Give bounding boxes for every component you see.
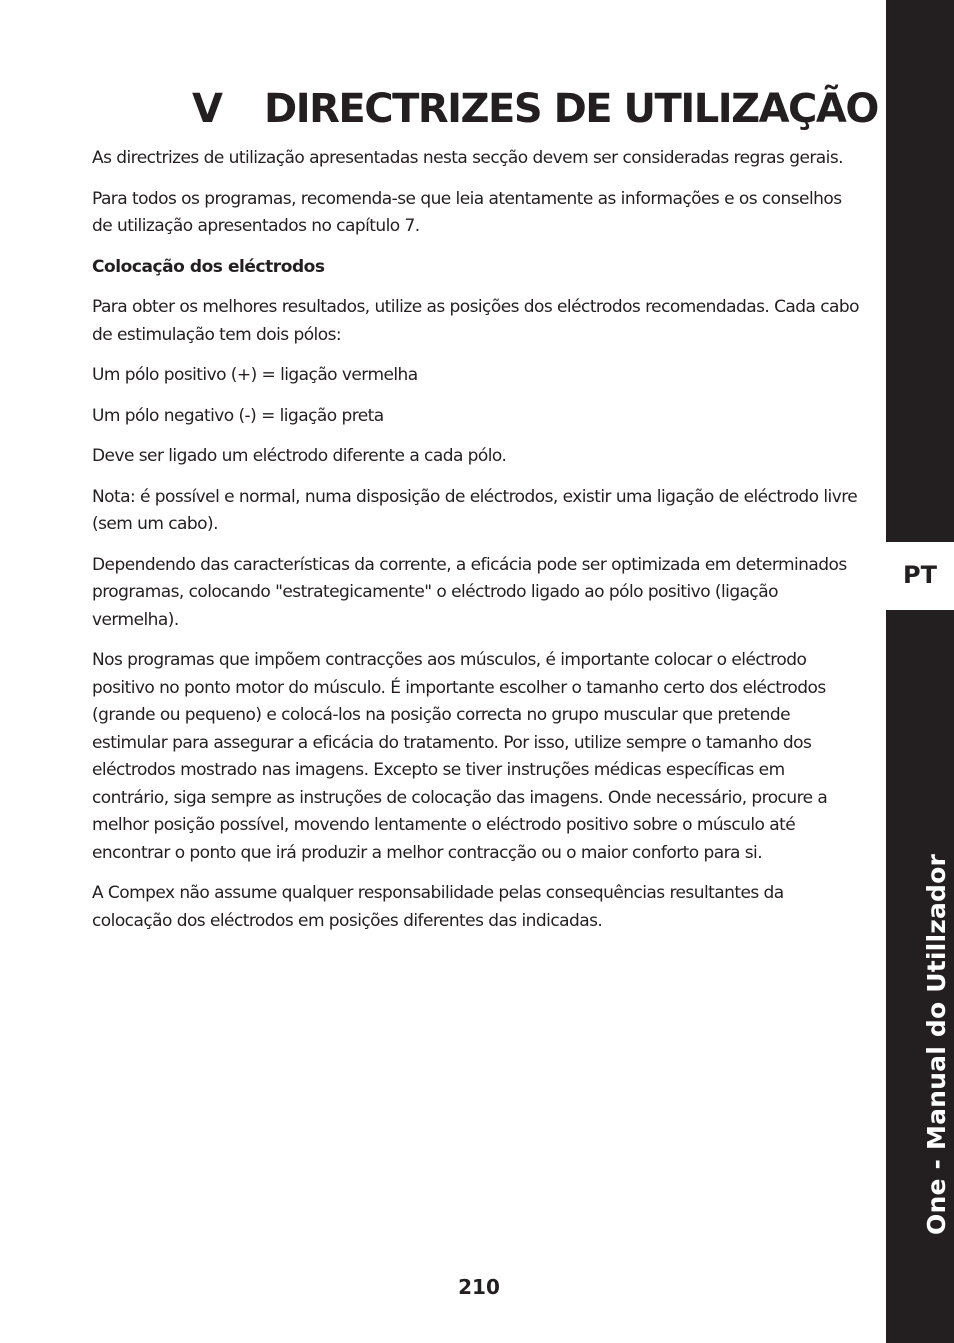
electrode-placement-subheading: Colocação dos eléctrodos	[92, 256, 325, 277]
disclaimer-paragraph: A Compex não assume qualquer responsabilidade pelas consequências resultantes da colocação dos eléctrodos em posições diferentes das indicadas.	[92, 883, 784, 931]
different-electrode-line: Deve ser ligado um eléctrodo diferente a cada pólo.	[92, 446, 507, 466]
section-title: DIRECTRIZES DE UTILIZAÇÃO	[264, 86, 878, 132]
page-number-label: 210	[458, 1275, 500, 1299]
intro-paragraph: As directrizes de utilização apresentadas nesta secção devem ser consideradas regras gerais.	[92, 148, 843, 168]
section-number: V	[192, 86, 222, 132]
language-tab: PT	[886, 542, 954, 610]
positive-pole-line: Um pólo positivo (+) = ligação vermelha	[92, 365, 418, 385]
contractions-paragraph: Nos programas que impõem contracções aos músculos, é importante colocar o eléctrodo positivo no ponto motor do músculo. É importante escolher o tamanho certo dos eléctrodos (grande ou pequeno) e colocá-los na posição correcta no grupo muscular que pretende estimular para assegurar a eficácia do tratamento. Por isso, utilize sempre o tamanho dos eléctrodos mostrado nas imagens. Excepto se tiver instruções médicas específicas em contrário, siga sempre as instruções de colocação das imagens. Onde necessário, procure a melhor posição possível, movendo lentamente o eléctrodo positivo sobre o músculo até encontrar o ponto que irá produzir a melhor contracção ou o maior conforto para si.	[92, 650, 828, 863]
page-title	[192, 84, 878, 134]
manual-title: One - Manual do Utillzador	[922, 853, 951, 1235]
negative-pole-line: Um pólo negativo (-) = ligação preta	[92, 405, 384, 426]
page-number	[0, 1272, 954, 1302]
best-results-paragraph: Para obter os melhores resultados, utilize as posições dos eléctrodos recomendadas. Cada cabo de estimulação tem dois pólos:	[92, 297, 860, 345]
body-text	[92, 145, 862, 948]
note-paragraph: Nota: é possível e normal, numa disposição de eléctrodos, existir uma ligação de eléctrodo livre (sem um cabo).	[92, 486, 858, 534]
efficacy-paragraph: Dependendo das características da corrente, a eficácia pode ser optimizada em determinados programas, colocando "estrategicamente" o eléctrodo ligado ao pólo positivo (ligação vermelha).	[92, 554, 847, 630]
all-programs-paragraph: Para todos os programas, recomenda-se que leia atentamente as informações e os conselhos de utilização apresentados no capítulo 7.	[92, 188, 842, 236]
